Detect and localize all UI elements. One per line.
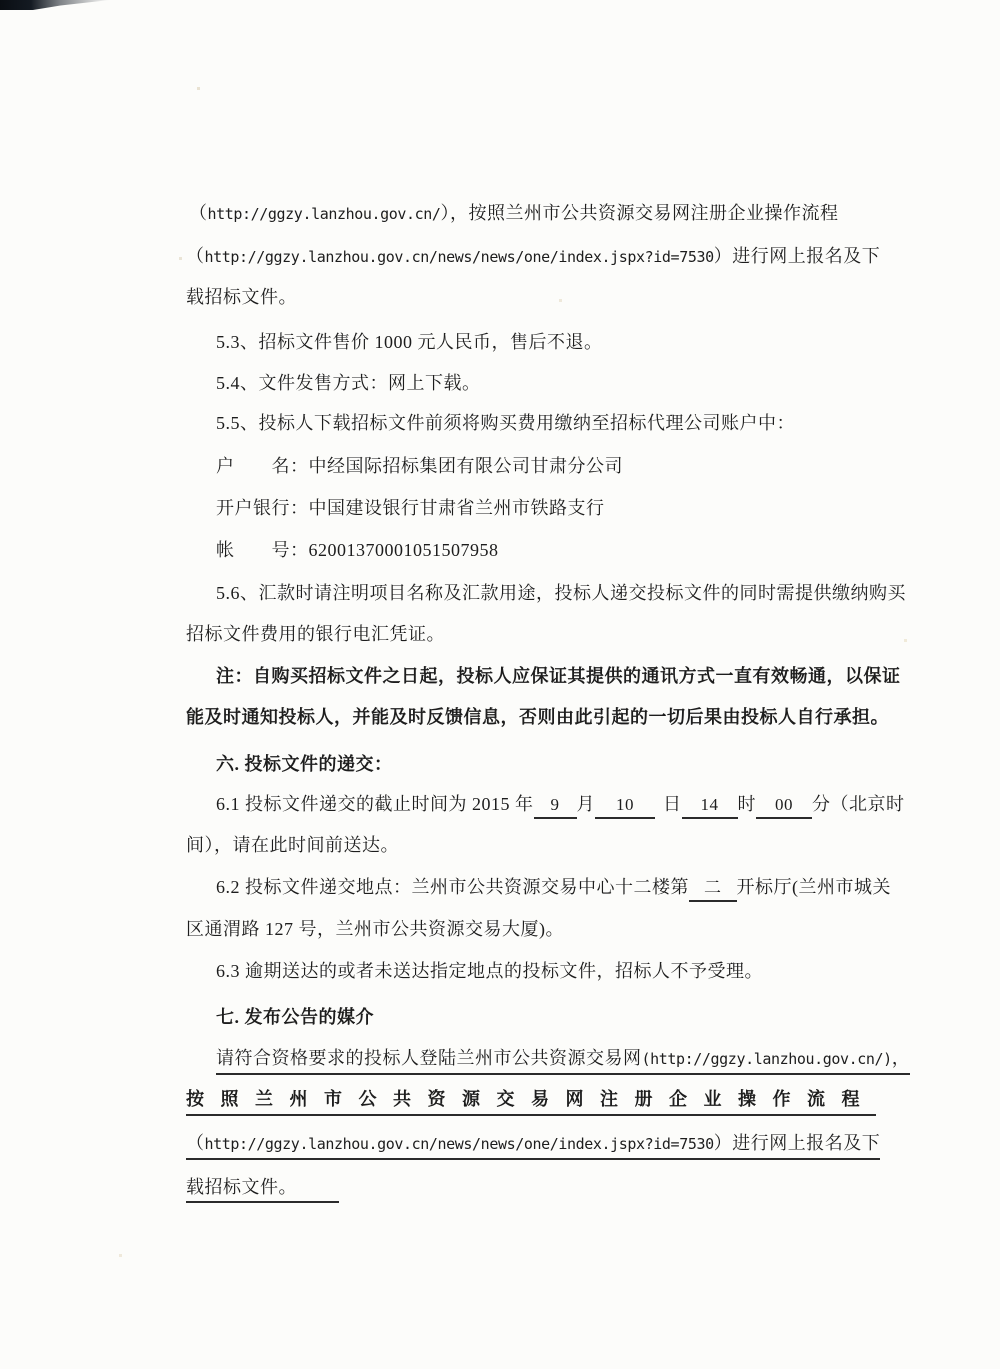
registration-url: http://ggzy.lanzhou.gov.cn/news/news/one/index.jspx?id=7530 xyxy=(204,1135,714,1153)
note-line-1: 注：自购买招标文件之日起，投标人应保证其提供的通讯方式一直有效畅通，以保证 xyxy=(216,666,901,686)
text-after-url: ）进行网上报名及下 xyxy=(713,1133,881,1153)
clause-6-1-continuation: 间），请在此时间前送达。 xyxy=(186,835,399,855)
justified-underlined-text: 按照兰州市公共资源交易网注册企业操作流程 xyxy=(186,1086,876,1116)
lanzhou-ggzy-url: (http://ggzy.lanzhou.gov.cn/) xyxy=(641,1050,892,1068)
clause-6-2-continuation: 区通渭路 127 号，兰州市公共资源交易大厦)。 xyxy=(186,919,564,939)
deadline-month-blank: 9 xyxy=(534,793,577,819)
paren-open: （ xyxy=(186,246,205,266)
paren-open: （ xyxy=(186,1133,205,1153)
scan-artifact-corner xyxy=(0,0,110,10)
media-text: 请符合资格要求的投标人登陆兰州市公共资源交易网 xyxy=(216,1048,642,1068)
clause-6-3-late-delivery: 6.3 逾期送达的或者未送达指定地点的投标文件，招标人不予受理。 xyxy=(216,961,763,981)
bank-value: 中国建设银行甘肃省兰州市铁路支行 xyxy=(308,498,605,518)
paren-open: （ xyxy=(189,203,208,223)
clause-5-3-price: 5.3、招标文件售价 1000 元人民币，售后不退。 xyxy=(216,332,603,352)
clause-6-1-deadline xyxy=(216,791,905,819)
account-number-label: 帐 号： xyxy=(216,540,309,560)
media-announcement-line-4 xyxy=(186,1174,339,1203)
bank-label: 开户银行： xyxy=(216,498,309,518)
account-number-line xyxy=(216,537,499,563)
minute-label: 分（北京时 xyxy=(812,794,905,814)
account-name-line xyxy=(216,453,623,479)
text-after-url: ），按照兰州市公共资源交易网注册企业操作流程 xyxy=(440,203,839,223)
text-after-url: ）进行网上报名及下 xyxy=(713,246,881,266)
clause-5-4-distribution: 5.4、文件发售方式：网上下载。 xyxy=(216,373,481,393)
deadline-hour-blank: 14 xyxy=(682,793,738,819)
day-label: 日 xyxy=(663,794,682,814)
hall-number-blank: 二 xyxy=(689,876,737,902)
month-label: 月 xyxy=(576,794,595,814)
hour-label: 时 xyxy=(737,794,756,814)
deadline-day-blank: 10 xyxy=(595,793,655,819)
bank-line xyxy=(216,495,605,521)
location-text: 6.2 投标文件递交地点：兰州市公共资源交易中心十二楼第 xyxy=(216,877,689,897)
clause-6-2-location xyxy=(216,874,891,902)
media-announcement-line-1 xyxy=(216,1045,910,1075)
deadline-text: 6.1 投标文件递交的截止时间为 2015 年 xyxy=(216,794,534,814)
registration-url: http://ggzy.lanzhou.gov.cn/news/news/one/index.jspx?id=7530 xyxy=(204,248,714,266)
media-text-comma: ， xyxy=(891,1048,911,1068)
account-name-value: 中经国际招标集团有限公司甘肃分公司 xyxy=(308,456,623,476)
clause-5-6-remittance: 5.6、汇款时请注明项目名称及汇款用途，投标人递交投标文件的同时需提供缴纳购买 xyxy=(216,583,906,603)
clause-5-5-payment: 5.5、投标人下载招标文件前须将购买费用缴纳至招标代理公司账户中： xyxy=(216,413,795,433)
deadline-minute-blank: 00 xyxy=(756,793,812,819)
section-6-heading: 六. 投标文件的递交： xyxy=(216,754,393,774)
clause-5-6-continuation: 招标文件费用的银行电汇凭证。 xyxy=(186,624,445,644)
media-announcement-line-3 xyxy=(186,1130,880,1160)
lanzhou-ggzy-url: http://ggzy.lanzhou.gov.cn/ xyxy=(207,205,441,223)
text-line-registration-url xyxy=(186,243,880,270)
location-tail: 开标厅(兰州市城关 xyxy=(736,877,891,897)
media-announcement-line-2 xyxy=(186,1086,876,1116)
text-line-url-continuation xyxy=(189,200,839,227)
account-number-value: 62001370001051507958 xyxy=(308,540,499,560)
account-name-label: 户 名： xyxy=(216,456,309,476)
download-tail-underlined: 载招标文件。 xyxy=(186,1174,339,1203)
text-line-download-tail: 载招标文件。 xyxy=(186,287,297,307)
section-7-heading: 七. 发布公告的媒介 xyxy=(216,1007,374,1027)
note-line-2: 能及时通知投标人，并能及时反馈信息，否则由此引起的一切后果由投标人自行承担。 xyxy=(186,707,889,727)
